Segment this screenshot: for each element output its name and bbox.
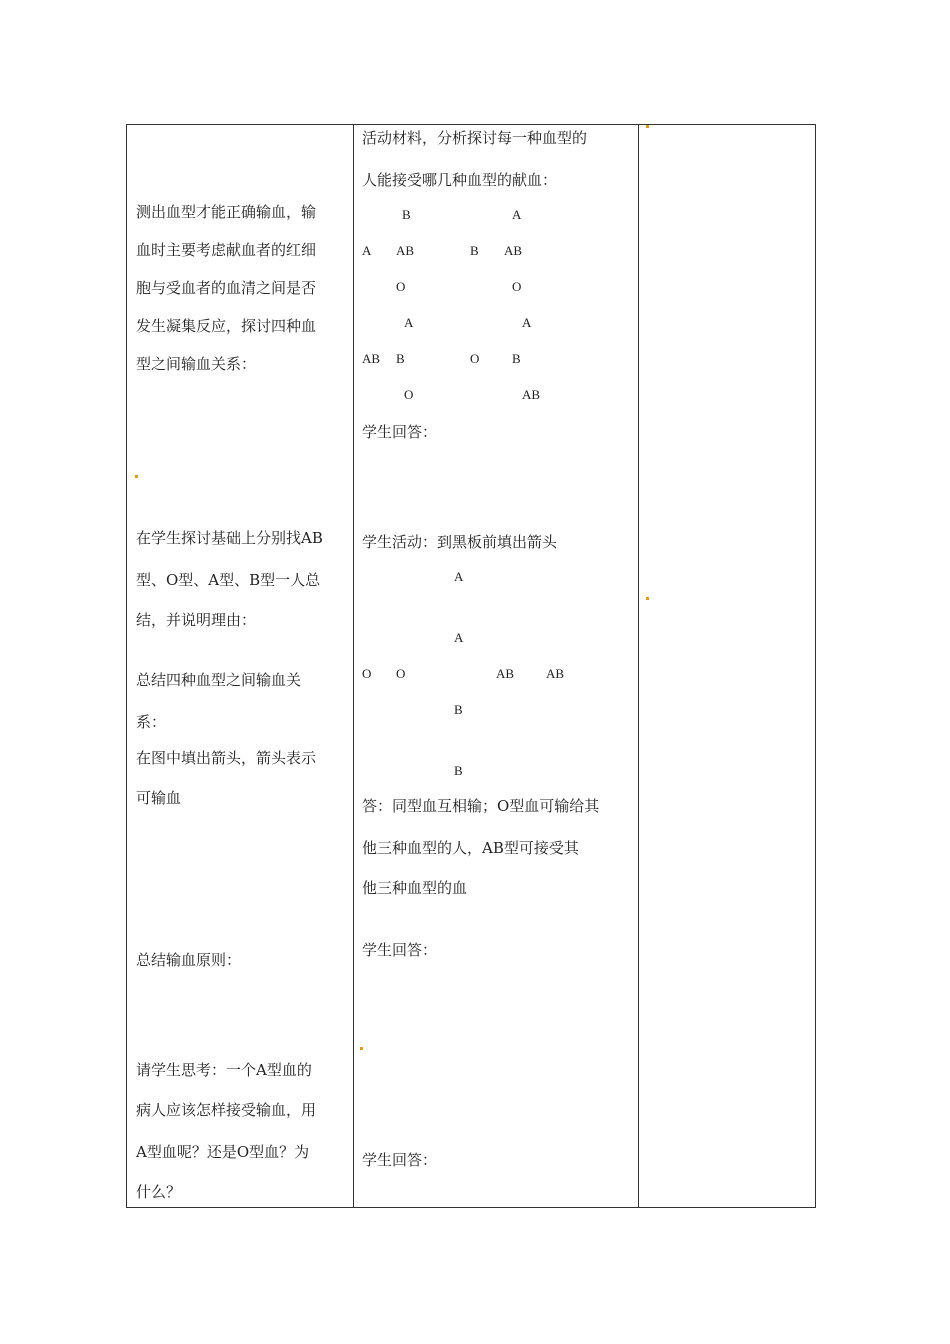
column-divider-2 — [638, 125, 639, 1207]
text-line: 在图中填出箭头，箭头表示 — [136, 749, 317, 767]
artifact-dot — [360, 1047, 363, 1050]
diagram-label: O — [396, 279, 406, 294]
diagram-label: AB — [546, 666, 565, 681]
answer-prompt: 学生回答： — [362, 1151, 438, 1169]
diagram-label: AB — [496, 666, 515, 681]
text-line: 型、O型、A型、B型一人总 — [136, 571, 321, 589]
diagram-label: AB — [362, 351, 381, 366]
diagram-label: B — [396, 351, 405, 366]
artifact-dot — [646, 125, 649, 128]
text-line: 答：同型血互相输；O型血可输给其 — [362, 797, 600, 815]
text-line: 可输血 — [136, 789, 182, 807]
diagram-label: A — [454, 630, 464, 645]
text-line: 结，并说明理由： — [136, 611, 257, 629]
text-line: 什么？ — [136, 1183, 182, 1201]
diagram-label: O — [512, 279, 522, 294]
diagram-label: AB — [522, 387, 541, 402]
text-line: 在学生探讨基础上分别找AB — [136, 529, 323, 547]
diagram-label: B — [454, 763, 463, 778]
diagram-label: A — [404, 315, 414, 330]
activity-text: 学生活动：到黑板前填出箭头 — [362, 533, 558, 551]
text-line: 他三种血型的血 — [362, 879, 468, 897]
diagram-label: AB — [396, 243, 415, 258]
diagram-label: O — [470, 351, 480, 366]
artifact-dot — [646, 597, 649, 600]
answer-prompt: 学生回答： — [362, 423, 438, 441]
text-line: 请学生思考：一个A型血的 — [136, 1061, 312, 1079]
text-line: 总结四种血型之间输血关 — [136, 671, 302, 689]
text-line: 活动材料，分析探讨每一种血型的 — [362, 129, 588, 147]
text-line: 胞与受血者的血清之间是否 — [136, 279, 317, 297]
text-line: 发生凝集反应，探讨四种血 — [136, 317, 317, 335]
answer-prompt: 学生回答： — [362, 941, 438, 959]
diagram-label: A — [512, 207, 522, 222]
diagram-label: A — [362, 243, 372, 258]
text-line: 型之间输血关系： — [136, 355, 257, 373]
text-line: 他三种血型的人，AB型可接受其 — [362, 839, 579, 857]
text-line: 测出血型才能正确输血，输 — [136, 203, 317, 221]
diagram-label: B — [454, 702, 463, 717]
text-line: 人能接受哪几种血型的献血： — [362, 171, 558, 189]
text-line: A型血呢？还是O型血？为 — [136, 1143, 310, 1161]
text-line: 系： — [136, 713, 167, 731]
diagram-label: AB — [504, 243, 523, 258]
column-divider-1 — [353, 125, 354, 1207]
diagram-label: O — [362, 666, 372, 681]
diagram-label: O — [404, 387, 414, 402]
diagram-label: A — [454, 569, 464, 584]
diagram-label: B — [512, 351, 521, 366]
text-line: 总结输血原则： — [136, 951, 242, 969]
diagram-label: A — [522, 315, 532, 330]
text-line: 病人应该怎样接受输血，用 — [136, 1101, 317, 1119]
diagram-label: B — [470, 243, 479, 258]
diagram-label: B — [402, 207, 411, 222]
diagram-label: O — [396, 666, 406, 681]
artifact-dot — [135, 475, 138, 478]
text-line: 血时主要考虑献血者的红细 — [136, 241, 317, 259]
